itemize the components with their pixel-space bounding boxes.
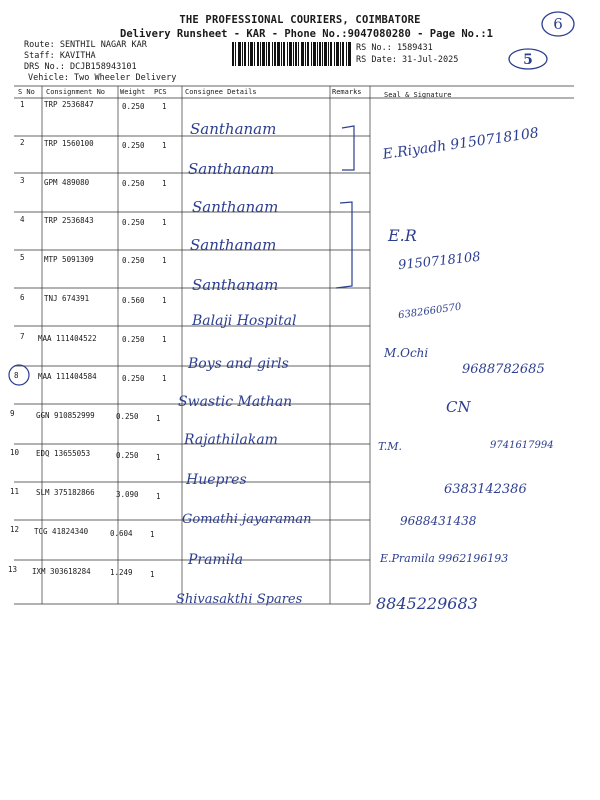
circled-page-mark: [540, 10, 576, 38]
row-sno: 9: [10, 409, 15, 418]
col-sno: S No: [18, 88, 35, 96]
row-signature: 9150718108: [397, 249, 482, 274]
row-signature: 9688782685: [462, 362, 545, 377]
row-consignee: Swastic Mathan: [178, 394, 293, 410]
row-consignment: TCG 41824340: [34, 527, 89, 536]
col-consignee: Consignee Details: [185, 88, 257, 96]
row-consignment: TRP 2536847: [44, 100, 94, 109]
row-signature: E.Pramila 9962196193: [380, 552, 509, 565]
row-weight: 0.250: [122, 335, 145, 344]
row-signature: CN: [446, 398, 471, 416]
runsheet-subtitle: Delivery Runsheet - KAR - Phone No.:9047080280 - Page No.:1: [120, 28, 493, 40]
row-weight: 0.250: [116, 451, 139, 460]
row-sno: 4: [20, 215, 25, 224]
row-consignee: Huepres: [186, 472, 247, 488]
row-consignee: Balaji Hospital: [192, 313, 297, 329]
col-weight: Weight: [120, 88, 146, 96]
row-sno: 13: [8, 565, 18, 574]
row-consignment: SLM 375182866: [36, 488, 95, 497]
row-weight: 1.249: [110, 568, 133, 577]
row-weight: 0.250: [122, 141, 145, 150]
row-pcs: 1: [162, 141, 167, 150]
row-signature: 6382660570: [397, 301, 463, 322]
row-consignment: GGN 910852999: [36, 411, 95, 420]
col-pcs: PCS: [154, 88, 167, 96]
row-consignee: Santhanam: [190, 236, 277, 254]
row-pcs: 1: [150, 570, 155, 579]
row-signature: E.R: [388, 226, 417, 245]
drs-label: DRS No.: DCJB158943101: [24, 62, 137, 72]
col-remarks: Remarks: [332, 88, 362, 96]
row-signature: M.Ochi: [384, 346, 429, 360]
row-weight: 3.090: [116, 490, 139, 499]
row-consignment: TNJ 674391: [44, 294, 90, 303]
row-weight: 0.250: [122, 256, 145, 265]
row-consignee: Rajathilakam: [184, 432, 278, 448]
row-signature: 9741617994: [490, 440, 554, 451]
row-sno: 8: [14, 371, 19, 380]
circled-count-mark: [507, 46, 549, 72]
row-pcs: 1: [162, 256, 167, 265]
row-consignee: Shivasakthi Spares: [176, 592, 303, 607]
row-weight: 0.250: [122, 374, 145, 383]
row-sno: 11: [10, 487, 20, 496]
vehicle-label: Vehicle: Two Wheeler Delivery: [28, 73, 177, 83]
row-signature: 9688431438: [400, 514, 477, 528]
row-signature: E.Riyadh 9150718108: [381, 125, 540, 163]
barcode-image: [232, 42, 352, 66]
row-pcs: 1: [162, 179, 167, 188]
row-pcs: 1: [162, 102, 167, 111]
route-label: Route: SENTHIL NAGAR KAR: [24, 40, 147, 50]
row-consignment: TRP 1560100: [44, 139, 94, 148]
row-sno: 3: [20, 176, 25, 185]
row-consignment: GPM 489080: [44, 178, 90, 187]
row-consignment: TRP 2536843: [44, 216, 94, 225]
staff-label: Staff: KAVITHA: [24, 51, 96, 61]
row-sno: 12: [10, 525, 20, 534]
row-consignment: MTP 5091309: [44, 255, 94, 264]
row-weight: 0.604: [110, 529, 133, 538]
circled-count-number: 5: [523, 52, 533, 68]
row-consignee: Gomathi jayaraman: [182, 512, 312, 527]
row-sno: 5: [20, 253, 25, 262]
row-consignment: EDQ 13655053: [36, 449, 91, 458]
row-sno: 2: [20, 138, 25, 147]
row-sno: 10: [10, 448, 20, 457]
row-weight: 0.250: [116, 412, 139, 421]
row-pcs: 1: [162, 218, 167, 227]
row-signature-prefix: T.M.: [378, 440, 402, 453]
row-weight: 0.560: [122, 296, 145, 305]
row-pcs: 1: [150, 530, 155, 539]
row-sno: 6: [20, 293, 25, 302]
row-consignment: MAA 111404522: [38, 334, 97, 343]
rs-number: RS No.: 1589431: [356, 43, 433, 53]
row-consignee: Santhanam: [188, 160, 275, 178]
row-pcs: 1: [162, 335, 167, 344]
row-pcs: 1: [162, 374, 167, 383]
row-weight: 0.250: [122, 218, 145, 227]
col-consignment: Consignment No: [46, 88, 106, 96]
row-consignee: Santhanam: [190, 120, 277, 138]
row-signature: 6383142386: [444, 482, 527, 497]
row-sno: 7: [20, 332, 25, 341]
row-consignment: MAA 111404584: [38, 372, 97, 381]
rs-date: RS Date: 31-Jul-2025: [356, 55, 459, 65]
row-sno: 1: [20, 100, 25, 109]
row-pcs: 1: [156, 414, 161, 423]
col-seal-signature: Seal & Signature: [384, 91, 452, 99]
row-weight: 0.250: [122, 102, 145, 111]
row-pcs: 1: [156, 492, 161, 501]
circled-row-mark: [7, 363, 31, 387]
row-consignment: IXM 303618284: [32, 567, 91, 576]
row-consignee: Boys and girls: [188, 356, 289, 372]
row-consignee: Santhanam: [192, 276, 279, 294]
row-weight: 0.250: [122, 179, 145, 188]
company-title: THE PROFESSIONAL COURIERS, COIMBATORE: [179, 14, 421, 26]
row-consignee: Santhanam: [192, 198, 279, 216]
row-pcs: 1: [156, 453, 161, 462]
row-consignee: Pramila: [188, 552, 244, 568]
circled-page-number: 6: [553, 15, 563, 33]
row-pcs: 1: [162, 296, 167, 305]
row-signature: 8845229683: [376, 594, 478, 613]
